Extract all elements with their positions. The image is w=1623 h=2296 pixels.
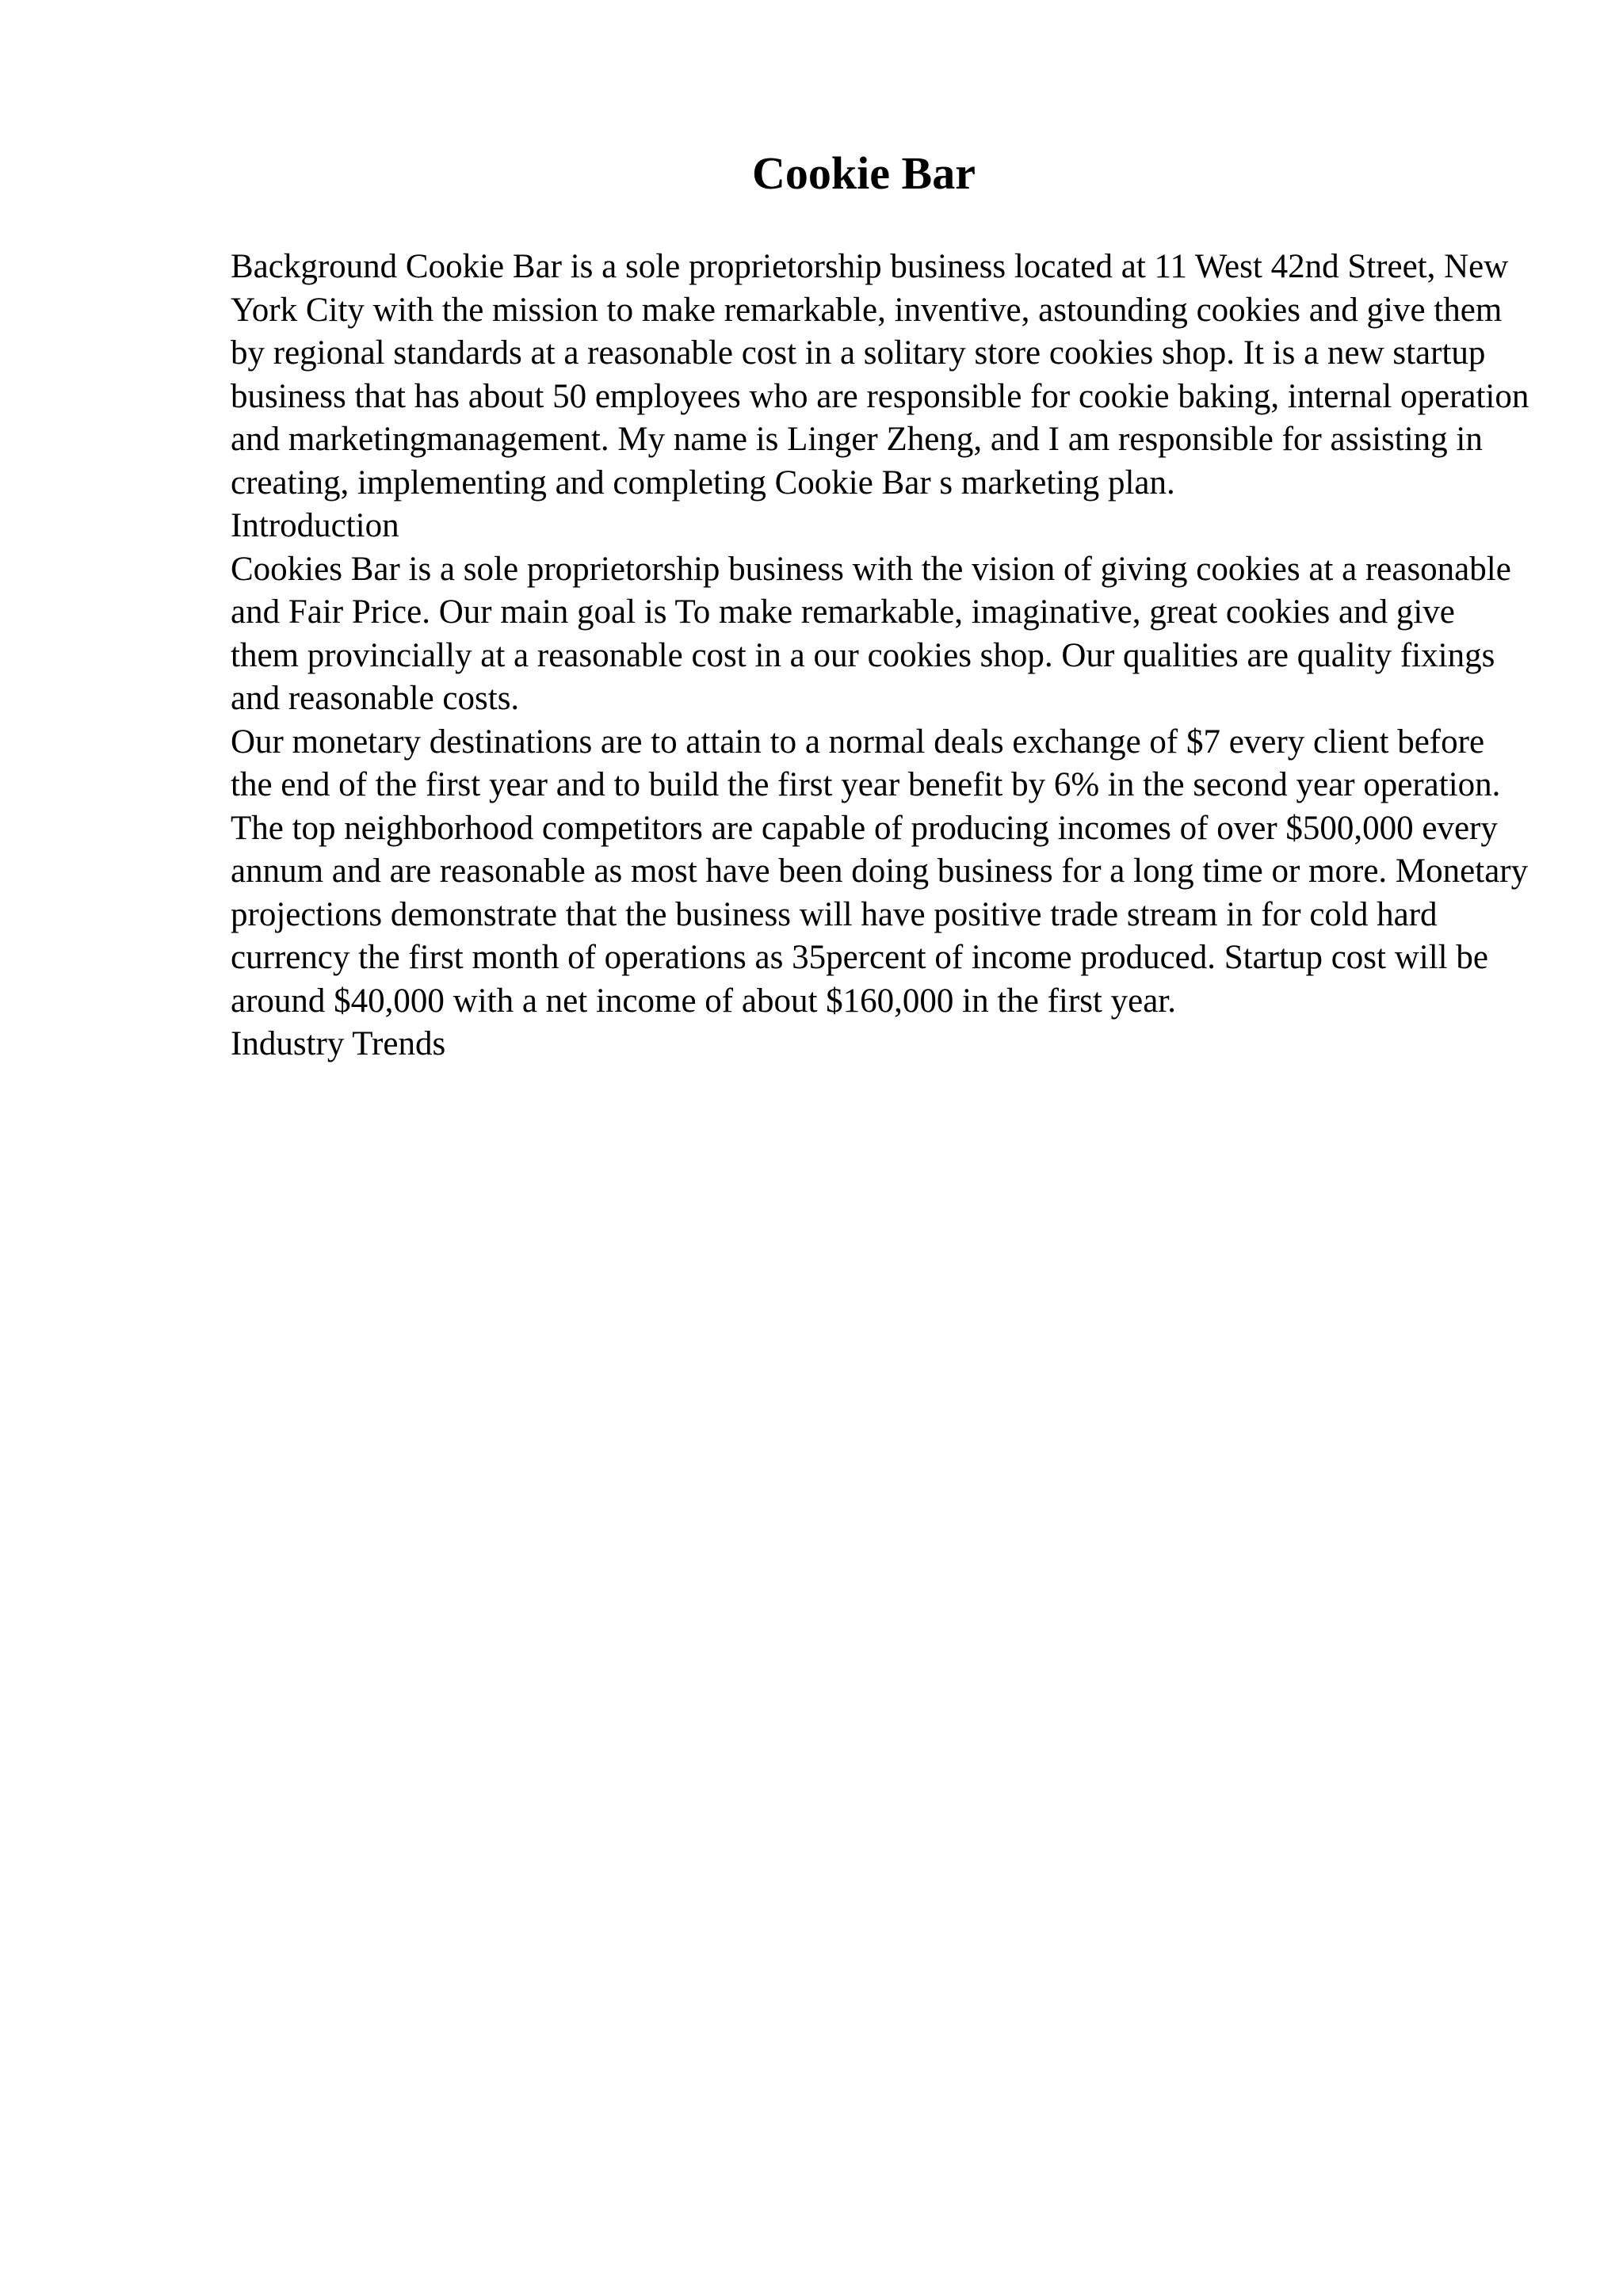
page-title: Cookie Bar	[752, 147, 976, 199]
document-body	[231, 246, 1530, 1066]
background-paragraph: Background Cookie Bar is a sole proprietorship business located at 11 West 42nd Street, New York City with the mission to make remarkable, inventive, astounding cookies and give them by regional standards at a reasonable cost in a solitary store cookies shop. It is a new startup business that has about 50 employees who are responsible for cookie baking, internal operation and marketingmanagement. My name is Linger Zheng, and I am responsible for assisting in creating, implementing and completing Cookie Bar s marketing plan.	[231, 248, 1529, 502]
industry-trends-heading: Industry Trends	[231, 1025, 446, 1062]
introduction-heading: Introduction	[231, 507, 399, 544]
financial-goals-paragraph: Our monetary destinations are to attain to a normal deals exchange of $7 every client before the end of the first year and to build the first year benefit by 6% in the second year operation. The top neighborhood competitors are capable of producing incomes of over $500,000 every annum and are reasonable as most have been doing business for a long time or more. Monetary projections demonstrate that the business will have positive trade stream in for cold hard currency the first month of operations as 35percent of income produced. Startup cost will be around $40,000 with a net income of about $160,000 in the first year.	[231, 723, 1529, 1020]
introduction-paragraph: Cookies Bar is a sole proprietorship business with the vision of giving cookies at a reasonable and Fair Price. Our main goal is To make remarkable, imaginative, great cookies and give them provincially at a reasonable cost in a our cookies shop. Our qualities are quality fixings and reasonable costs.	[231, 550, 1511, 717]
